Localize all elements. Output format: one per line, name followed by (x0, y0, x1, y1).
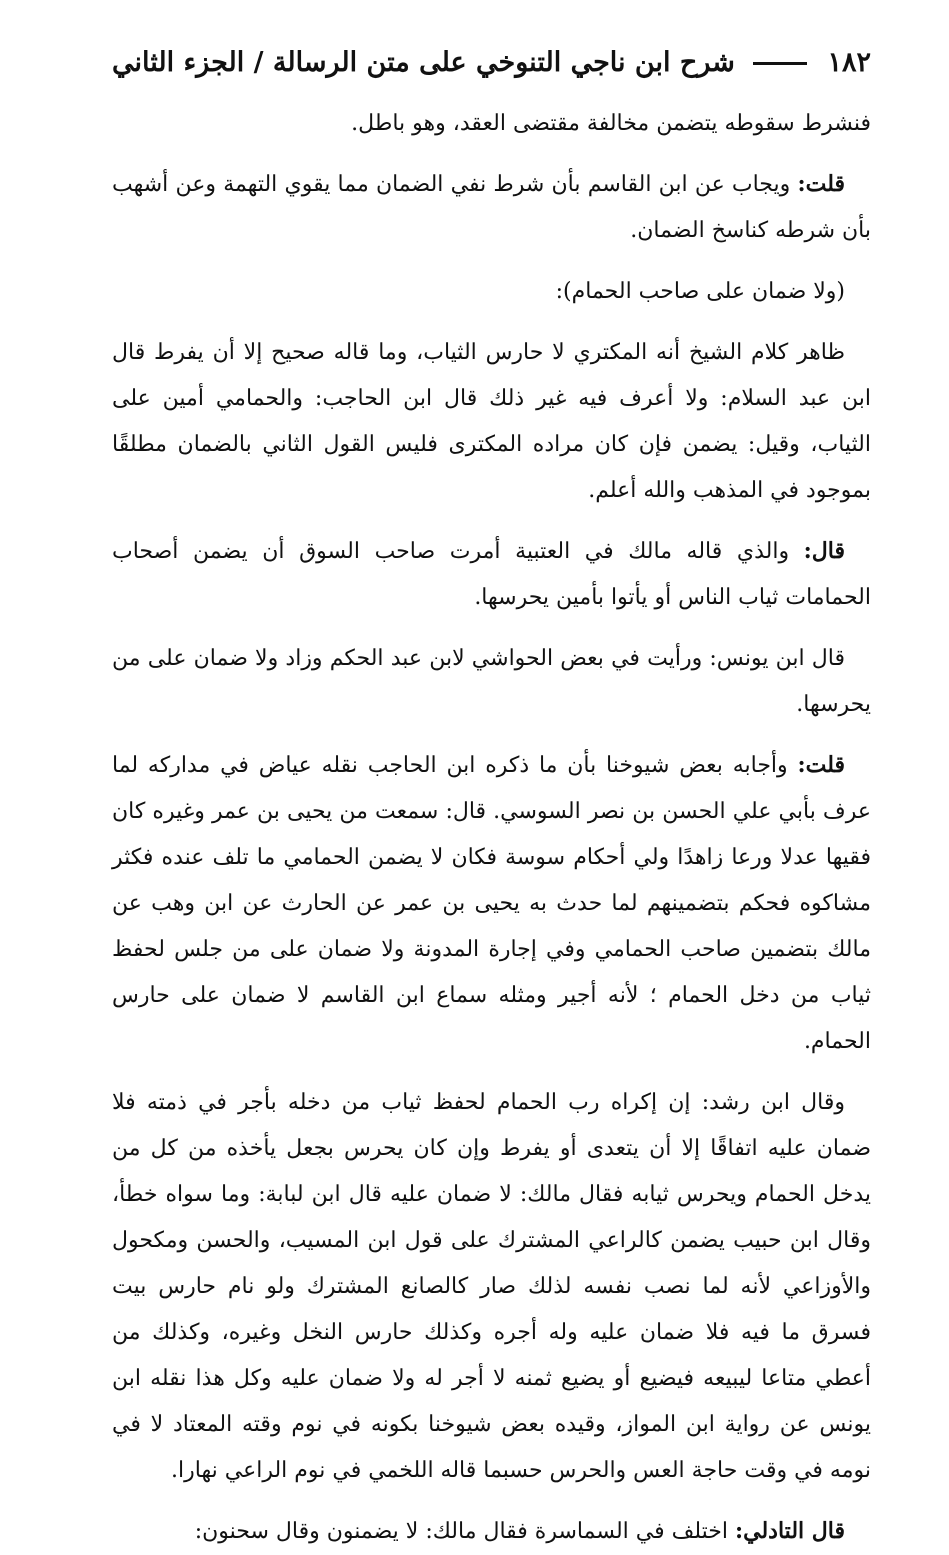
paragraph-text: والذي قاله مالك في العتبية أمرت صاحب السوق أن يضمن أصحاب الحمامات ثياب الناس أو يأتوا بأمين يحرسها. (112, 539, 871, 610)
paragraph (112, 268, 871, 315)
paragraph-text: وأجابه بعض شيوخنا بأن ما ذكره ابن الحاجب نقله عياض في مداركه لما عرف بأبي علي الحسن بن نصر السوسي. قال: سمعت من يحيى بن عمر وغيره كان فقيها عدلا ورعا زاهدًا ولي أحكام سوسة فكان لا يضمن الحمامي ما تلف عنده فكثر مشاكوه فحكم بتضمينهم لما حدث به يحيى بن عمر عن الحارث عن ابن وهب عن مالك بتضمين صاحب الحمامي وفي إجارة المدونة ولا ضمان على من جلس لحفظ ثياب من دخل الحمام ؛ لأنه أجير ومثله سماع ابن القاسم لا ضمان على حارس الحمام. (112, 753, 871, 1054)
page-number: ١٨٢ (827, 47, 871, 78)
paragraph-text: (ولا ضمان على صاحب الحمام): (555, 279, 845, 304)
paragraph (112, 1508, 871, 1555)
paragraph-text: قال ابن يونس: ورأيت في بعض الحواشي لابن عبد الحكم وزاد ولا ضمان على من يحرسها. (112, 646, 871, 717)
paragraph (112, 161, 871, 254)
paragraph (112, 100, 871, 147)
paragraph (112, 742, 871, 1065)
paragraph-text: ظاهر كلام الشيخ أنه المكتري لا حارس الثياب، وما قاله صحيح إلا أن يفرط قال ابن عبد السلام: ولا أعرف فيه غير ذلك قال ابن الحاجب: والحمامي أمين على الثياب، وقيل: يضمن فإن كان مراده المكترى فليس القول الثاني بالضمان مطلقًا بموجود في المذهب والله أعلم. (112, 340, 871, 503)
paragraph (112, 1079, 871, 1494)
paragraph-lead: قال التادلي: (735, 1518, 845, 1544)
page-body (112, 100, 871, 1555)
paragraph-lead: قلت: (797, 752, 845, 778)
paragraph-text: فنشرط سقوطه يتضمن مخالفة مقتضى العقد، وهو باطل. (351, 111, 871, 136)
paragraph-lead: قلت: (797, 171, 845, 197)
paragraph (112, 528, 871, 621)
running-title: شرح ابن ناجي التنوخي على متن الرسالة / الجزء الثاني (112, 47, 735, 78)
paragraph (112, 329, 871, 514)
paragraph-text: وقال ابن رشد: إن إكراه رب الحمام لحفظ ثياب من دخله بأجر في ذمته فلا ضمان عليه اتفاقًا إلا أن يتعدى أو يفرط وإن كان يحرس بجعل يأخذه من كل من يدخل الحمام ويحرس ثيابه فقال مالك: لا ضمان عليه قال ابن لبابة: وما سواه خطأ، وقال ابن حبيب يضمن كالراعي المشترك على قول ابن المسيب، والحسن ومكحول والأوزاعي لأنه لما نصب نفسه لذلك صار كالصانع المشترك ولو نام حارس بيت فسرق ما فيه فلا ضمان عليه وله أجره وكذلك حارس النخل وغيره، وكذلك من أعطي متاعا ليبيعه فيضيع أو يضيع ثمنه لا أجر له ولا ضمان عليه وكل هذا نقله ابن يونس عن رواية ابن المواز، وقيده بعض شيوخنا بكونه في نوم وقته المعتاد لا في نومه في وقت حاجة العس والحرس حسبما قاله اللخمي في نوم الراعي نهارا. (112, 1090, 871, 1483)
paragraph-lead: قال: (803, 538, 845, 564)
paragraph-text: اختلف في السماسرة فقال مالك: لا يضمنون وقال سحنون: (194, 1519, 736, 1544)
header-rule (753, 62, 808, 65)
paragraph-text: ويجاب عن ابن القاسم بأن شرط نفي الضمان مما يقوي التهمة وعن أشهب بأن شرطه كناسخ الضمان. (112, 172, 871, 243)
paragraph (112, 635, 871, 728)
page-header (112, 40, 871, 86)
